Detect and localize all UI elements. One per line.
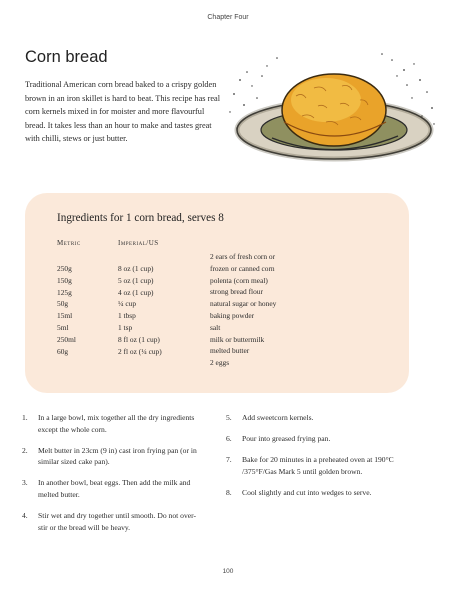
metric-amount: 250ml — [57, 334, 76, 344]
imperial-column — [118, 263, 162, 357]
metric-amount: 60g — [57, 346, 69, 356]
method-step — [22, 445, 204, 468]
ingredient-description: baking powder — [210, 310, 255, 320]
metric-column-header: Metric — [57, 239, 81, 247]
ingredient-description: 2 ears of fresh corn or — [210, 252, 276, 261]
step-text: Stir wet and dry together until smooth. Do not over-stir or the bread will be heavy. — [38, 511, 197, 532]
imperial-amount: 8 fl oz (1 cup) — [118, 334, 160, 344]
ingredient-description-column — [210, 251, 276, 369]
method-step — [226, 412, 412, 424]
imperial-amount: 4 oz (1 cup) — [118, 287, 154, 297]
step-number: 6. — [226, 434, 232, 444]
step-text: Add sweetcorn kernels. — [242, 413, 314, 422]
ingredient-description: natural sugar or honey — [210, 299, 277, 309]
ingredient-description: 2 eggs — [210, 358, 230, 368]
imperial-amount: 1 tsp — [118, 322, 133, 332]
imperial-column-header: Imperial/US — [118, 239, 159, 247]
step-text: In a large bowl, mix together all the dry ingredients except the whole corn. — [38, 413, 195, 434]
imperial-amount: 8 oz (1 cup) — [118, 264, 154, 273]
metric-amount: 15ml — [57, 311, 73, 321]
ingredient-description: polenta (corn meal) — [210, 275, 268, 285]
ingredients-box — [25, 193, 409, 393]
step-number: 2. — [22, 445, 28, 455]
method-steps-right — [226, 412, 412, 508]
corn-bread-illustration — [222, 50, 442, 165]
page-number: 100 — [222, 568, 234, 575]
metric-amount: 125g — [57, 287, 72, 297]
step-number: 8. — [226, 487, 232, 497]
step-number: 1. — [22, 413, 28, 422]
method-step — [226, 433, 412, 445]
method-step — [22, 477, 204, 500]
step-number: 3. — [22, 478, 28, 488]
metric-amount: 150g — [57, 275, 72, 285]
imperial-amount: ¼ cup — [118, 299, 137, 309]
ingredient-description: strong bread flour — [210, 287, 263, 297]
method-step — [22, 412, 204, 435]
recipe-title: Corn bread — [25, 48, 108, 66]
ingredient-description: milk or buttermilk — [210, 334, 265, 344]
step-text: Bake for 20 minutes in a preheated oven at 190°C /375°F/Gas Mark 5 until golden brown. — [242, 455, 394, 476]
chapter-header: Chapter Four — [207, 14, 249, 21]
metric-column — [57, 263, 76, 357]
step-text: In another bowl, beat eggs. Then add the milk and melted butter. — [38, 478, 191, 499]
method-step — [226, 454, 412, 477]
step-number: 4. — [22, 511, 28, 521]
method-step — [22, 510, 204, 533]
imperial-amount: 1 tbsp — [118, 311, 136, 321]
step-text: Pour into greased frying pan. — [242, 434, 331, 444]
metric-amount: 50g — [57, 299, 69, 309]
ingredient-description: frozen or canned corn — [210, 263, 275, 273]
step-text: Melt butter in 23cm (9 in) cast iron frying pan (or in similar sized cake pan). — [38, 445, 197, 467]
recipe-intro: Traditional American corn bread baked to a crispy golden brown in an iron skillet is hard to beat. This recipe has real corn kernels mixed in for moister and more flavourful bread. It takes less than an hour to make and tastes great with chilli, stews or just butter. — [25, 80, 221, 143]
method-steps-left — [22, 412, 204, 543]
imperial-amount: 2 fl oz (¼ cup) — [118, 346, 162, 356]
step-number: 5. — [226, 413, 232, 422]
metric-amount: 250g — [57, 264, 72, 273]
imperial-amount: 5 oz (1 cup) — [118, 275, 154, 285]
ingredient-description: melted butter — [210, 346, 250, 356]
step-number: 7. — [226, 455, 232, 465]
metric-amount: 5ml — [57, 322, 69, 332]
ingredients-title: Ingredients for 1 corn bread, serves 8 — [57, 212, 224, 224]
method-step — [226, 487, 412, 499]
ingredient-description: salt — [210, 322, 221, 332]
step-text: Cool slightly and cut into wedges to serve. — [242, 487, 372, 497]
